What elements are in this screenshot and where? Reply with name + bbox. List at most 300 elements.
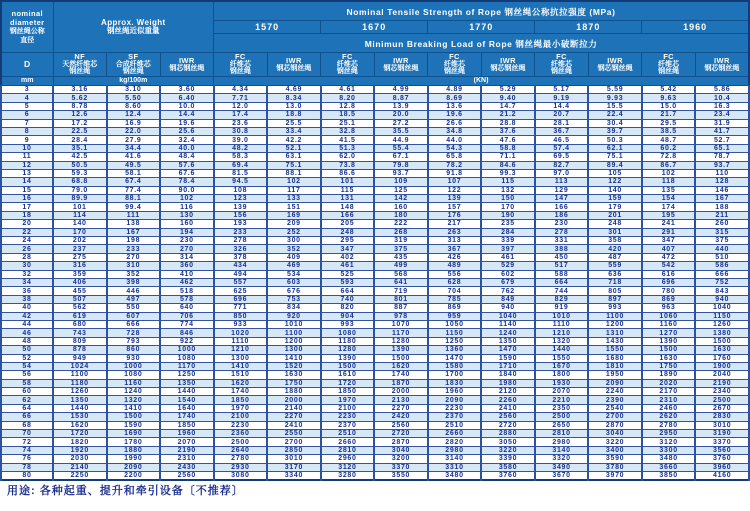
table-row bbox=[1, 262, 749, 270]
table-row bbox=[1, 253, 749, 261]
value-cell: 67.6 bbox=[160, 169, 214, 177]
value-cell: 1590 bbox=[481, 354, 535, 362]
value-cell: 1780 bbox=[107, 438, 161, 446]
diameter-cell: 11 bbox=[1, 153, 53, 161]
value-cell: 2100 bbox=[321, 404, 375, 412]
table-row bbox=[1, 178, 749, 186]
value-cell: 170 bbox=[53, 228, 107, 236]
value-cell: 34.8 bbox=[428, 127, 482, 135]
value-cell: 195 bbox=[642, 211, 696, 219]
value-cell: 248 bbox=[588, 220, 642, 228]
value-cell: 578 bbox=[160, 295, 214, 303]
value-cell: 607 bbox=[107, 312, 161, 320]
table-row bbox=[1, 354, 749, 362]
diameter-cell: 32 bbox=[1, 270, 53, 278]
value-cell: 248 bbox=[321, 228, 375, 236]
value-cell: 2930 bbox=[214, 463, 268, 471]
table-row bbox=[1, 404, 749, 412]
value-cell: 762 bbox=[481, 287, 535, 295]
value-cell: 1520 bbox=[267, 362, 321, 370]
value-cell: 51.3 bbox=[321, 144, 375, 152]
value-cell: 2410 bbox=[267, 421, 321, 429]
value-cell: 499 bbox=[374, 262, 428, 270]
value-cell: 166 bbox=[321, 211, 375, 219]
value-cell: 8.34 bbox=[267, 94, 321, 102]
value-cell: 1320 bbox=[535, 337, 589, 345]
value-cell: 1850 bbox=[321, 388, 375, 396]
value-cell: 10.4 bbox=[695, 94, 749, 102]
value-cell: 160 bbox=[160, 220, 214, 228]
fc-core-header: FC 纤维芯 钢丝绳 bbox=[321, 53, 375, 77]
value-cell: 406 bbox=[53, 278, 107, 286]
value-cell: 313 bbox=[428, 237, 482, 245]
value-cell: 1240 bbox=[107, 388, 161, 396]
value-cell: 3480 bbox=[428, 471, 482, 480]
table-row bbox=[1, 295, 749, 303]
value-cell: 25.6 bbox=[160, 127, 214, 135]
value-cell: 1500 bbox=[695, 337, 749, 345]
value-cell: 4160 bbox=[695, 471, 749, 480]
value-cell: 718 bbox=[588, 278, 642, 286]
diameter-cell: 44 bbox=[1, 320, 53, 328]
value-cell: 93.7 bbox=[374, 169, 428, 177]
value-cell: 434 bbox=[214, 262, 268, 270]
value-cell: 86.7 bbox=[642, 161, 696, 169]
nominal-diameter-header: nominal diameter 钢丝绳公称 直径 bbox=[1, 1, 53, 53]
value-cell: 314 bbox=[160, 253, 214, 261]
value-cell: 409 bbox=[267, 253, 321, 261]
value-cell: 41.5 bbox=[321, 136, 375, 144]
value-cell: 2360 bbox=[214, 430, 268, 438]
value-cell: 2660 bbox=[321, 438, 375, 446]
value-cell: 174 bbox=[642, 203, 696, 211]
value-cell: 2560 bbox=[374, 421, 428, 429]
fc-core-header: FC 纤维芯 钢丝绳 bbox=[428, 53, 482, 77]
table-row bbox=[1, 127, 749, 135]
value-cell: 740 bbox=[321, 295, 375, 303]
value-cell: 129 bbox=[535, 186, 589, 194]
value-cell: 562 bbox=[53, 304, 107, 312]
value-cell: 588 bbox=[535, 270, 589, 278]
value-cell: 3970 bbox=[588, 471, 642, 480]
value-cell: 3960 bbox=[695, 463, 749, 471]
value-cell: 2650 bbox=[535, 421, 589, 429]
value-cell: 897 bbox=[588, 295, 642, 303]
table-row bbox=[1, 203, 749, 211]
value-cell: 3390 bbox=[481, 455, 535, 463]
value-cell: 849 bbox=[481, 295, 535, 303]
value-cell: 160 bbox=[374, 203, 428, 211]
value-cell: 110 bbox=[695, 169, 749, 177]
value-cell: 19.6 bbox=[428, 111, 482, 119]
diameter-cell: 12 bbox=[1, 161, 53, 169]
value-cell: 556 bbox=[428, 270, 482, 278]
tensile-strength-title: Nominal Tensile Strength of Rope 钢丝绳公称抗拉强度 (MPa) bbox=[214, 1, 749, 21]
diameter-cell: 4 bbox=[1, 94, 53, 102]
value-cell: 1170 bbox=[374, 329, 428, 337]
value-cell: 352 bbox=[107, 270, 161, 278]
table-body bbox=[1, 86, 749, 480]
value-cell: 850 bbox=[214, 312, 268, 320]
value-cell: 869 bbox=[642, 295, 696, 303]
value-cell: 834 bbox=[267, 304, 321, 312]
value-cell: 48.2 bbox=[214, 144, 268, 152]
value-cell: 1050 bbox=[428, 320, 482, 328]
value-cell: 2870 bbox=[588, 421, 642, 429]
value-cell: 69.4 bbox=[214, 161, 268, 169]
value-cell: 68.8 bbox=[53, 178, 107, 186]
value-cell: 2810 bbox=[321, 446, 375, 454]
value-cell: 131 bbox=[321, 195, 375, 203]
value-cell: 2230 bbox=[428, 404, 482, 412]
diameter-cell: 66 bbox=[1, 413, 53, 421]
value-cell: 15.0 bbox=[642, 102, 696, 110]
value-cell: 1000 bbox=[160, 346, 214, 354]
value-cell: 2550 bbox=[267, 430, 321, 438]
value-cell: 557 bbox=[214, 278, 268, 286]
table-row bbox=[1, 278, 749, 286]
value-cell: 497 bbox=[107, 295, 161, 303]
value-cell: 2250 bbox=[53, 471, 107, 480]
value-cell: 20.0 bbox=[374, 111, 428, 119]
value-cell: 2090 bbox=[428, 396, 482, 404]
value-cell: 157 bbox=[428, 203, 482, 211]
value-cell: 40.0 bbox=[160, 144, 214, 152]
value-cell: 1470 bbox=[481, 346, 535, 354]
value-cell: 60.2 bbox=[642, 144, 696, 152]
value-cell: 744 bbox=[535, 287, 589, 295]
value-cell: 205 bbox=[321, 220, 375, 228]
value-cell: 666 bbox=[695, 270, 749, 278]
diameter-cell: 26 bbox=[1, 245, 53, 253]
value-cell: 1740 bbox=[160, 413, 214, 421]
value-cell: 1950 bbox=[588, 371, 642, 379]
value-cell: 1300 bbox=[267, 346, 321, 354]
value-cell: 2510 bbox=[428, 421, 482, 429]
diameter-cell: 5 bbox=[1, 102, 53, 110]
value-cell: 326 bbox=[214, 245, 268, 253]
value-cell: 680 bbox=[53, 320, 107, 328]
value-cell: 217 bbox=[428, 220, 482, 228]
value-cell: 1890 bbox=[642, 371, 696, 379]
value-cell: 2230 bbox=[214, 421, 268, 429]
unit-kg-100m: kg/100m bbox=[53, 77, 214, 86]
value-cell: 1960 bbox=[428, 388, 482, 396]
unit-mm: mm bbox=[1, 77, 53, 86]
diameter-cell: 46 bbox=[1, 329, 53, 337]
value-cell: 1700 bbox=[428, 371, 482, 379]
value-cell: 603 bbox=[267, 278, 321, 286]
value-cell: 3340 bbox=[267, 471, 321, 480]
value-cell: 568 bbox=[374, 270, 428, 278]
value-cell: 1630 bbox=[267, 371, 321, 379]
value-cell: 1970 bbox=[321, 396, 375, 404]
value-cell: 88.1 bbox=[107, 195, 161, 203]
table-row bbox=[1, 320, 749, 328]
value-cell: 47.6 bbox=[481, 136, 535, 144]
value-cell: 1740 bbox=[214, 388, 268, 396]
value-cell: 2000 bbox=[374, 388, 428, 396]
value-cell: 233 bbox=[214, 228, 268, 236]
value-cell: 2270 bbox=[374, 404, 428, 412]
table-row bbox=[1, 195, 749, 203]
iwr-core-header: IWR 钢芯钢丝绳 bbox=[374, 53, 428, 77]
value-cell: 33.4 bbox=[267, 127, 321, 135]
table-row bbox=[1, 161, 749, 169]
value-cell: 1470 bbox=[428, 354, 482, 362]
value-cell: 18.8 bbox=[267, 111, 321, 119]
value-cell: 397 bbox=[481, 245, 535, 253]
value-cell: 1350 bbox=[53, 396, 107, 404]
value-cell: 65.1 bbox=[695, 144, 749, 152]
value-cell: 202 bbox=[53, 237, 107, 245]
value-cell: 1160 bbox=[107, 379, 161, 387]
value-cell: 167 bbox=[695, 195, 749, 203]
value-cell: 1250 bbox=[160, 371, 214, 379]
value-cell: 1110 bbox=[214, 337, 268, 345]
value-cell: 887 bbox=[374, 304, 428, 312]
value-cell: 52.1 bbox=[267, 144, 321, 152]
value-cell: 148 bbox=[321, 203, 375, 211]
value-cell: 347 bbox=[642, 237, 696, 245]
value-cell: 1240 bbox=[481, 329, 535, 337]
value-cell: 550 bbox=[107, 304, 161, 312]
table-row bbox=[1, 153, 749, 161]
value-cell: 1040 bbox=[481, 312, 535, 320]
value-cell: 426 bbox=[428, 253, 482, 261]
value-cell: 3760 bbox=[481, 471, 535, 480]
value-cell: 10.0 bbox=[160, 102, 214, 110]
value-cell: 450 bbox=[535, 253, 589, 261]
value-cell: 1280 bbox=[321, 346, 375, 354]
value-cell: 139 bbox=[428, 195, 482, 203]
value-cell: 77.4 bbox=[107, 186, 161, 194]
value-cell: 252 bbox=[267, 228, 321, 236]
value-cell: 339 bbox=[481, 237, 535, 245]
table-row bbox=[1, 396, 749, 404]
value-cell: 542 bbox=[642, 262, 696, 270]
value-cell: 13.0 bbox=[267, 102, 321, 110]
fc-core-header: FC 纤维芯 钢丝绳 bbox=[642, 53, 696, 77]
value-cell: 4.69 bbox=[267, 86, 321, 94]
value-cell: 2090 bbox=[588, 379, 642, 387]
diameter-cell: 76 bbox=[1, 455, 53, 463]
value-cell: 1760 bbox=[695, 354, 749, 362]
value-cell: 3850 bbox=[642, 471, 696, 480]
value-cell: 2200 bbox=[107, 471, 161, 480]
value-cell: 920 bbox=[267, 312, 321, 320]
value-cell: 410 bbox=[160, 270, 214, 278]
value-cell: 1750 bbox=[642, 362, 696, 370]
value-cell: 978 bbox=[374, 312, 428, 320]
value-cell: 919 bbox=[535, 304, 589, 312]
value-cell: 270 bbox=[107, 253, 161, 261]
value-cell: 1390 bbox=[321, 354, 375, 362]
value-cell: 114 bbox=[53, 211, 107, 219]
value-cell: 719 bbox=[374, 287, 428, 295]
value-cell: 142 bbox=[374, 195, 428, 203]
table-row bbox=[1, 446, 749, 454]
value-cell: 9.63 bbox=[642, 94, 696, 102]
value-cell: 959 bbox=[428, 312, 482, 320]
value-cell: 2420 bbox=[374, 413, 428, 421]
diameter-cell: 13 bbox=[1, 169, 53, 177]
value-cell: 3080 bbox=[214, 471, 268, 480]
value-cell: 517 bbox=[535, 262, 589, 270]
value-cell: 461 bbox=[321, 262, 375, 270]
value-cell: 3.60 bbox=[160, 86, 214, 94]
value-cell: 1880 bbox=[107, 446, 161, 454]
value-cell: 1720 bbox=[53, 430, 107, 438]
value-cell: 993 bbox=[321, 320, 375, 328]
table-header bbox=[1, 1, 749, 86]
value-cell: 993 bbox=[588, 304, 642, 312]
value-cell: 140 bbox=[588, 186, 642, 194]
value-cell: 12.8 bbox=[321, 102, 375, 110]
value-cell: 3490 bbox=[535, 463, 589, 471]
value-cell: 58.1 bbox=[107, 169, 161, 177]
table-row bbox=[1, 136, 749, 144]
value-cell: 2090 bbox=[107, 463, 161, 471]
diameter-cell: 8 bbox=[1, 127, 53, 135]
value-cell: 706 bbox=[160, 312, 214, 320]
diameter-cell: 38 bbox=[1, 295, 53, 303]
value-cell: 489 bbox=[428, 262, 482, 270]
value-cell: 73.8 bbox=[321, 161, 375, 169]
table-row bbox=[1, 144, 749, 152]
value-cell: 1550 bbox=[588, 346, 642, 354]
value-cell: 88.1 bbox=[267, 169, 321, 177]
diameter-cell: 6 bbox=[1, 111, 53, 119]
value-cell: 1410 bbox=[214, 362, 268, 370]
value-cell: 743 bbox=[53, 329, 107, 337]
value-cell: 1960 bbox=[160, 430, 214, 438]
value-cell: 8.60 bbox=[107, 102, 161, 110]
iwr-core-header: IWR 钢芯钢丝绳 bbox=[588, 53, 642, 77]
value-cell: 169 bbox=[267, 211, 321, 219]
value-cell: 3300 bbox=[642, 446, 696, 454]
value-cell: 62.1 bbox=[588, 144, 642, 152]
table-row bbox=[1, 430, 749, 438]
table-row bbox=[1, 413, 749, 421]
value-cell: 664 bbox=[535, 278, 589, 286]
value-cell: 52.7 bbox=[695, 136, 749, 144]
value-cell: 2780 bbox=[214, 455, 268, 463]
table-row bbox=[1, 86, 749, 94]
value-cell: 50.5 bbox=[53, 161, 107, 169]
value-cell: 1300 bbox=[214, 354, 268, 362]
value-cell: 48.4 bbox=[160, 153, 214, 161]
value-cell: 2170 bbox=[642, 388, 696, 396]
value-cell: 640 bbox=[160, 304, 214, 312]
table-row bbox=[1, 220, 749, 228]
value-cell: 316 bbox=[53, 262, 107, 270]
value-cell: 38.5 bbox=[642, 127, 696, 135]
value-cell: 3370 bbox=[695, 438, 749, 446]
value-cell: 101 bbox=[321, 178, 375, 186]
value-cell: 41.6 bbox=[107, 153, 161, 161]
value-cell: 1550 bbox=[535, 354, 589, 362]
value-cell: 8.87 bbox=[374, 94, 428, 102]
value-cell: 2270 bbox=[267, 413, 321, 421]
value-cell: 1380 bbox=[695, 329, 749, 337]
value-cell: 133 bbox=[267, 195, 321, 203]
value-cell: 19.6 bbox=[160, 119, 214, 127]
value-cell: 2660 bbox=[428, 430, 482, 438]
diameter-cell: 80 bbox=[1, 471, 53, 480]
value-cell: 3040 bbox=[588, 430, 642, 438]
value-cell: 72.8 bbox=[642, 153, 696, 161]
value-cell: 209 bbox=[267, 220, 321, 228]
fc-core-header: FC 纤维芯 钢丝绳 bbox=[214, 53, 268, 77]
diameter-cell: 64 bbox=[1, 404, 53, 412]
value-cell: 15.5 bbox=[588, 102, 642, 110]
value-cell: 507 bbox=[53, 295, 107, 303]
value-cell: 18.5 bbox=[321, 111, 375, 119]
value-cell: 352 bbox=[267, 245, 321, 253]
value-cell: 128 bbox=[695, 178, 749, 186]
value-cell: 559 bbox=[588, 262, 642, 270]
value-cell: 2830 bbox=[695, 413, 749, 421]
value-cell: 625 bbox=[214, 287, 268, 295]
value-cell: 2020 bbox=[642, 379, 696, 387]
value-cell: 12.4 bbox=[107, 111, 161, 119]
value-cell: 4.99 bbox=[374, 86, 428, 94]
value-cell: 869 bbox=[428, 304, 482, 312]
value-cell: 91.8 bbox=[428, 169, 482, 177]
value-cell: 1580 bbox=[428, 362, 482, 370]
value-cell: 278 bbox=[535, 228, 589, 236]
value-cell: 93.7 bbox=[695, 161, 749, 169]
value-cell: 518 bbox=[160, 287, 214, 295]
value-cell: 1260 bbox=[695, 320, 749, 328]
diameter-cell: 15 bbox=[1, 186, 53, 194]
value-cell: 1020 bbox=[214, 329, 268, 337]
value-cell: 17.2 bbox=[53, 119, 107, 127]
sf-core-header: SF 合成纤维芯 钢丝绳 bbox=[107, 53, 161, 77]
value-cell: 13.6 bbox=[428, 102, 482, 110]
value-cell: 1620 bbox=[214, 379, 268, 387]
table-row bbox=[1, 421, 749, 429]
value-cell: 487 bbox=[588, 253, 642, 261]
value-cell: 3550 bbox=[374, 471, 428, 480]
diameter-cell: 74 bbox=[1, 446, 53, 454]
value-cell: 139 bbox=[214, 203, 268, 211]
diameter-cell: 14 bbox=[1, 178, 53, 186]
value-cell: 593 bbox=[321, 278, 375, 286]
value-cell: 398 bbox=[107, 278, 161, 286]
diameter-cell: 30 bbox=[1, 262, 53, 270]
value-cell: 378 bbox=[214, 253, 268, 261]
value-cell: 188 bbox=[695, 203, 749, 211]
strength-1670: 1670 bbox=[321, 21, 428, 34]
value-cell: 12.6 bbox=[53, 111, 107, 119]
value-cell: 2130 bbox=[374, 396, 428, 404]
value-cell: 107 bbox=[428, 178, 482, 186]
value-cell: 22.5 bbox=[53, 127, 107, 135]
value-cell: 5.29 bbox=[481, 86, 535, 94]
value-cell: 1500 bbox=[107, 413, 161, 421]
value-cell: 1210 bbox=[535, 329, 589, 337]
value-cell: 5.62 bbox=[53, 94, 107, 102]
value-cell: 3590 bbox=[588, 455, 642, 463]
value-cell: 115 bbox=[321, 186, 375, 194]
value-cell: 904 bbox=[321, 312, 375, 320]
value-cell: 319 bbox=[374, 237, 428, 245]
value-cell: 28.1 bbox=[535, 119, 589, 127]
value-cell: 1390 bbox=[642, 337, 696, 345]
diameter-cell: 56 bbox=[1, 371, 53, 379]
